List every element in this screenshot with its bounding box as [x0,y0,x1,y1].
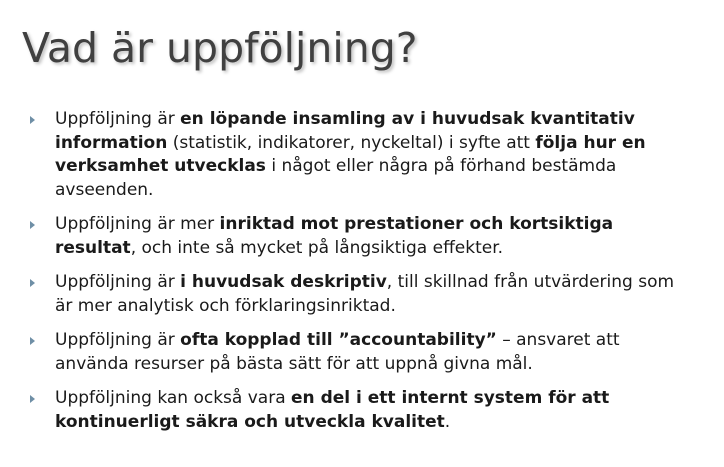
triangle-bullet-icon [30,116,35,124]
bullet-item-2 [28,213,688,260]
triangle-bullet-icon [30,221,35,229]
bullet-text: Uppföljning kan också vara en del i ett internt system för att kontinuerligt säkra och utveckla kvalitet. [55,388,610,432]
bullet-text: Uppföljning är ofta kopplad till ”accountability” – ansvaret att använda resurser på bästa sätt för att uppnå givna mål. [55,330,620,374]
triangle-bullet-icon [30,279,35,287]
bullet-item-1 [28,108,688,202]
bullet-list [28,108,688,445]
bullet-item-4 [28,329,688,376]
triangle-bullet-icon [30,395,35,403]
bullet-item-5 [28,387,688,434]
bullet-text: Uppföljning är mer inriktad mot prestationer och kortsiktiga resultat, och inte så mycket på långsiktiga effekter. [55,214,614,258]
slide-title: Vad är uppföljning? [22,24,418,72]
bullet-text: Uppföljning är i huvudsak deskriptiv, till skillnad från utvärdering som är mer analytisk och förklaringsinriktad. [55,272,675,316]
bullet-item-3 [28,271,688,318]
bullet-text: Uppföljning är en löpande insamling av i huvudsak kvantitativ information (statistik, indikatorer, nyckeltal) i syfte att följa hur en verksamhet utvecklas i något eller några på förhand bestämda avseenden. [55,109,646,200]
triangle-bullet-icon [30,337,35,345]
